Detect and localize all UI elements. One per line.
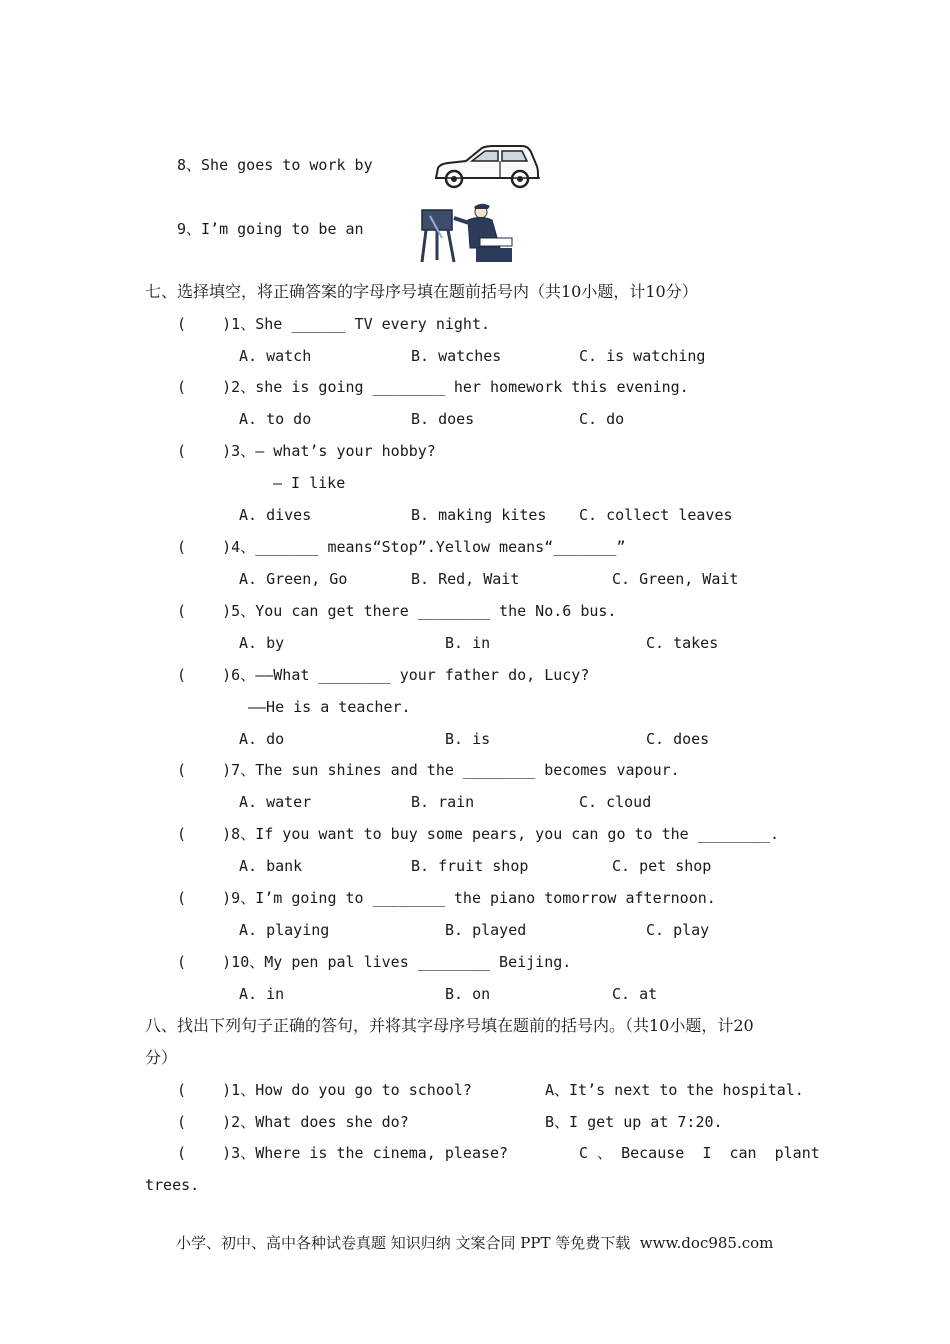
q7-8-option-c: C. pet shop	[612, 857, 712, 875]
q7-2-stem: ( )2、she is going ________ her homework this evening.	[177, 378, 689, 396]
q7-8-option-b: B. fruit shop	[411, 857, 529, 875]
q7-4-stem: ( )4、_______ means“Stop”.Yellow means“_______”	[177, 538, 626, 556]
artist-icon	[418, 200, 516, 266]
q7-3-stem: ( )3、— what’s your hobby?	[177, 442, 436, 460]
a8-a: A、It’s next to the hospital.	[545, 1081, 804, 1099]
q7-1-stem: ( )1、She ______ TV every night.	[177, 315, 491, 333]
q7-10-stem: ( )10、My pen pal lives ________ Beijing.	[177, 953, 572, 971]
q7-6-option-c: C. does	[646, 730, 710, 748]
q7-10-option-b: B. on	[445, 985, 491, 1003]
section-8-heading-cont: 分）	[145, 1048, 178, 1067]
q7-4-option-a: A. Green, Go	[239, 570, 348, 588]
q7-7-option-c: C. cloud	[579, 793, 652, 811]
q7-7-stem: ( )7、The sun shines and the ________ becomes vapour.	[177, 761, 680, 779]
q7-6-stem: ( )6、——What ________ your father do, Lucy?	[177, 666, 590, 684]
q8-2: ( )2、What does she do?	[177, 1113, 409, 1131]
q7-2-option-b: B. does	[411, 410, 475, 428]
q7-2-option-a: A. to do	[239, 410, 312, 428]
q7-3-stem-2: — I like	[273, 474, 346, 492]
q7-1-option-c: C. is watching	[579, 347, 706, 365]
q7-4-option-c: C. Green, Wait	[612, 570, 739, 588]
a8-c-wrap: trees.	[145, 1176, 200, 1194]
q8-1: ( )1、How do you go to school?	[177, 1081, 472, 1099]
page-footer: 小学、初中、高中各种试卷真题 知识归纳 文案合同 PPT 等免费下载 www.doc985.com	[176, 1234, 774, 1252]
section-7-heading: 七、选择填空，将正确答案的字母序号填在题前括号内（共10小题，计10分）	[145, 282, 698, 301]
q7-7-option-a: A. water	[239, 793, 312, 811]
q7-9-option-a: A. playing	[239, 921, 330, 939]
picture-item-9: 9、I’m going to be an	[177, 220, 364, 238]
q7-5-option-b: B. in	[445, 634, 491, 652]
q7-5-option-a: A. by	[239, 634, 285, 652]
q8-3: ( )3、Where is the cinema, please?	[177, 1144, 509, 1162]
q7-5-option-c: C. takes	[646, 634, 719, 652]
car-icon	[430, 140, 542, 190]
q7-5-stem: ( )5、You can get there ________ the No.6 bus.	[177, 602, 617, 620]
q7-8-stem: ( )8、If you want to buy some pears, you can go to the ________.	[177, 825, 779, 843]
q7-7-option-b: B. rain	[411, 793, 475, 811]
q7-1-option-b: B. watches	[411, 347, 502, 365]
q7-3-option-a: A. dives	[239, 506, 312, 524]
q7-10-option-c: C. at	[612, 985, 658, 1003]
q7-3-option-b: B. making kites	[411, 506, 547, 524]
a8-c: C 、 Because I can plant	[579, 1144, 820, 1162]
q7-9-stem: ( )9、I’m going to ________ the piano tomorrow afternoon.	[177, 889, 716, 907]
q7-1-option-a: A. watch	[239, 347, 312, 365]
a8-b: B、I get up at 7:20.	[545, 1113, 723, 1131]
q7-2-option-c: C. do	[579, 410, 625, 428]
q7-6-stem-2: ——He is a teacher.	[248, 698, 411, 716]
section-8-heading: 八、找出下列句子正确的答句，并将其字母序号填在题前的括号内。（共10小题，计20	[145, 1016, 754, 1035]
q7-6-option-a: A. do	[239, 730, 285, 748]
q7-9-option-b: B. played	[445, 921, 527, 939]
q7-9-option-c: C. play	[646, 921, 710, 939]
q7-8-option-a: A. bank	[239, 857, 303, 875]
q7-3-option-c: C. collect leaves	[579, 506, 733, 524]
q7-10-option-a: A. in	[239, 985, 285, 1003]
q7-4-option-b: B. Red, Wait	[411, 570, 520, 588]
q7-6-option-b: B. is	[445, 730, 491, 748]
picture-item-8: 8、She goes to work by	[177, 156, 373, 174]
